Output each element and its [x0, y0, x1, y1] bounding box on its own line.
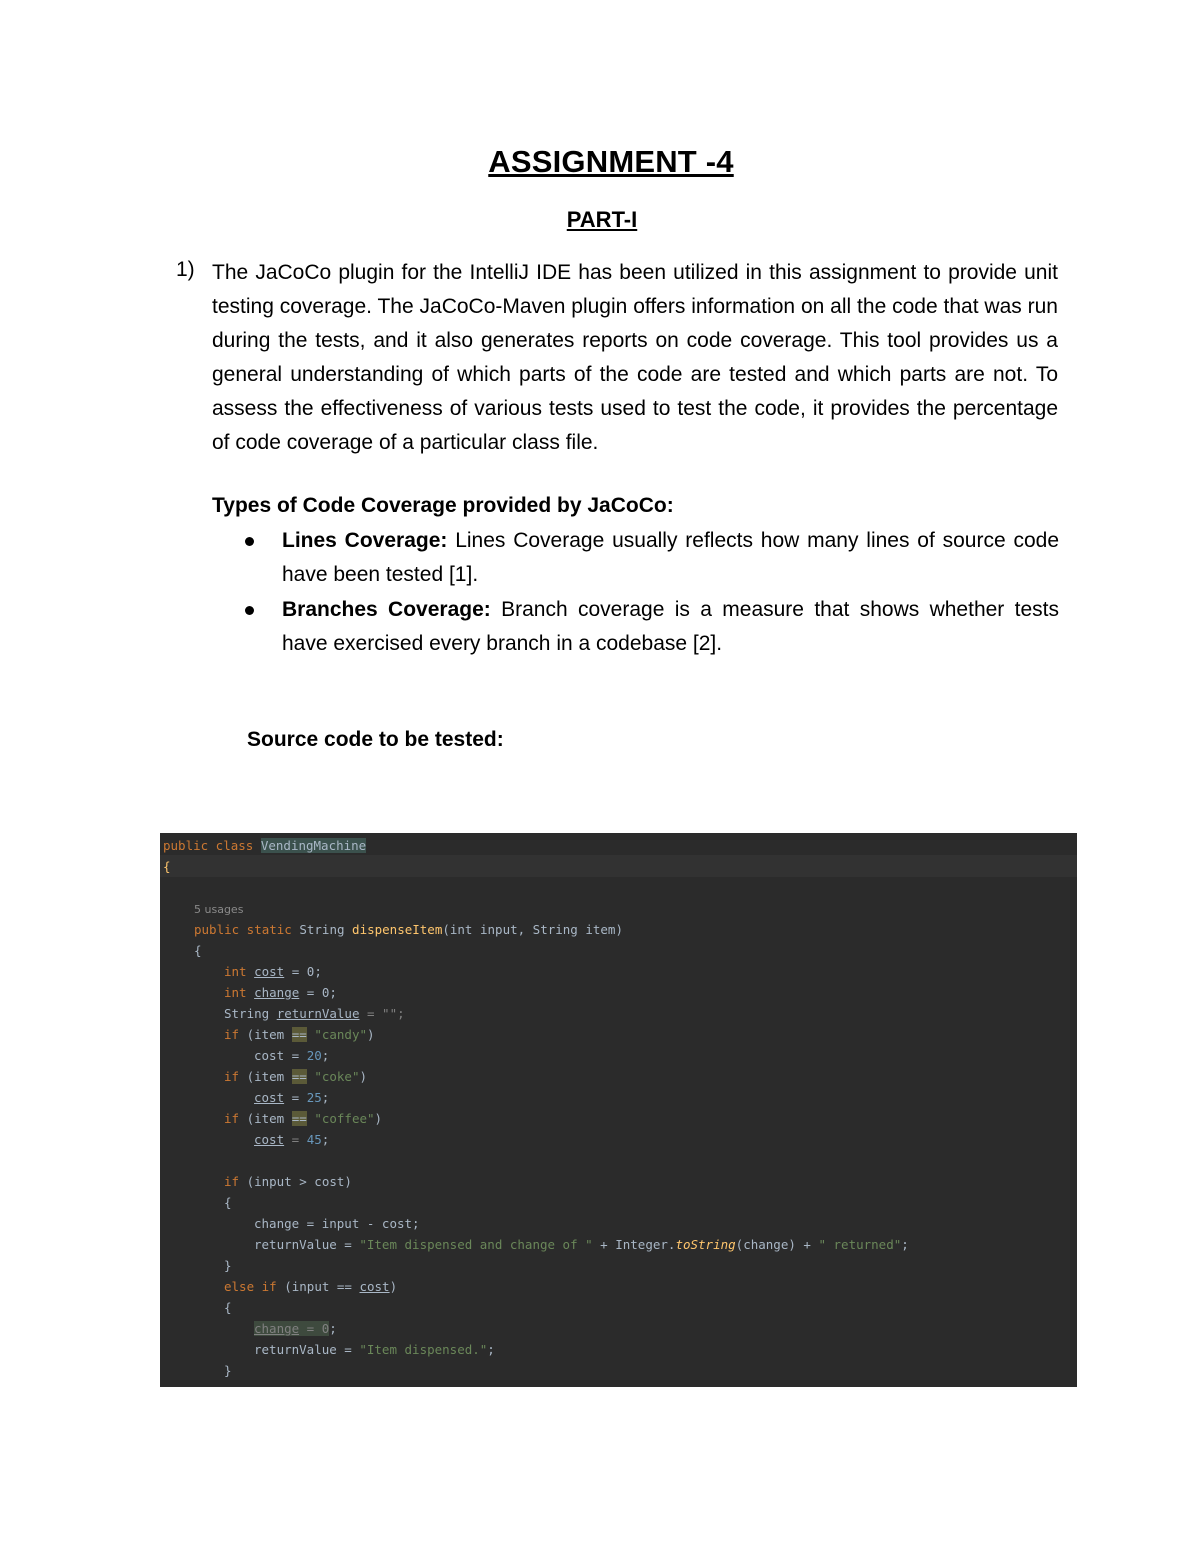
code-screenshot	[160, 833, 1077, 1387]
code-line: public class VendingMachine	[163, 838, 367, 853]
bullet-dot-icon	[245, 537, 254, 546]
code-line: String returnValue = "";	[224, 1006, 405, 1021]
code-line: change = 0;	[254, 1321, 337, 1336]
source-heading: Source code to be tested:	[247, 728, 504, 751]
question-number: 1)	[176, 258, 195, 281]
coverage-types-list	[282, 524, 1059, 662]
code-line: cost = 25;	[254, 1090, 330, 1105]
code-line: {	[224, 1195, 232, 1210]
code-line: cost = 20;	[254, 1048, 330, 1063]
code-line: else if (input == cost)	[224, 1279, 398, 1294]
bullet-term: Lines Coverage:	[282, 529, 448, 552]
code-line: change = input - cost;	[254, 1216, 420, 1231]
code-line: if (input > cost)	[224, 1174, 352, 1189]
code-line: {	[224, 1300, 232, 1315]
code-line: {	[194, 943, 202, 958]
code-line: public static String dispenseItem(int input, String item)	[194, 922, 623, 937]
code-line: returnValue = "Item dispensed and change of " + Integer.toString(change) + " returned";	[254, 1237, 909, 1252]
current-line-highlight	[160, 855, 1077, 877]
list-item	[282, 593, 1059, 661]
bullet-dot-icon	[245, 606, 254, 615]
bullet-text: Branch coverage is a measure that shows whether tests have exercised every branch in a codebase [2].	[282, 598, 1059, 655]
code-line: if (item == "coke")	[224, 1069, 368, 1084]
code-line: int cost = 0;	[224, 964, 322, 979]
code-line: cost = 45;	[254, 1132, 330, 1147]
code-line: if (item == "candy")	[224, 1027, 375, 1042]
types-heading: Types of Code Coverage provided by JaCoCo:	[212, 494, 674, 517]
code-line: }	[224, 1258, 232, 1273]
bullet-text: Lines Coverage usually reflects how many lines of source code have been tested [1].	[282, 529, 1059, 586]
part-heading: PART-I	[566, 207, 638, 232]
code-line: if (item == "coffee")	[224, 1111, 383, 1126]
bullet-term: Branches Coverage:	[282, 598, 491, 621]
list-item	[282, 524, 1059, 592]
code-line: int change = 0;	[224, 985, 337, 1000]
page-title: ASSIGNMENT -4	[488, 144, 734, 179]
intro-paragraph: The JaCoCo plugin for the IntelliJ IDE has been utilized in this assignment to provide unit testing coverage. The JaCoCo-Maven plugin offers information on all the code that was run during the tests, and it also generates reports on code coverage. This tool provides us a general understanding of which parts of the code are tested and which parts are not. To assess the effectiveness of various tests used to test the code, it provides the percentage of code coverage of a particular class file.	[212, 261, 1058, 454]
code-line: {	[163, 859, 171, 874]
usages-hint: 5 usages	[194, 903, 244, 916]
code-line: returnValue = "Item dispensed.";	[254, 1342, 495, 1357]
code-line: }	[224, 1363, 232, 1378]
